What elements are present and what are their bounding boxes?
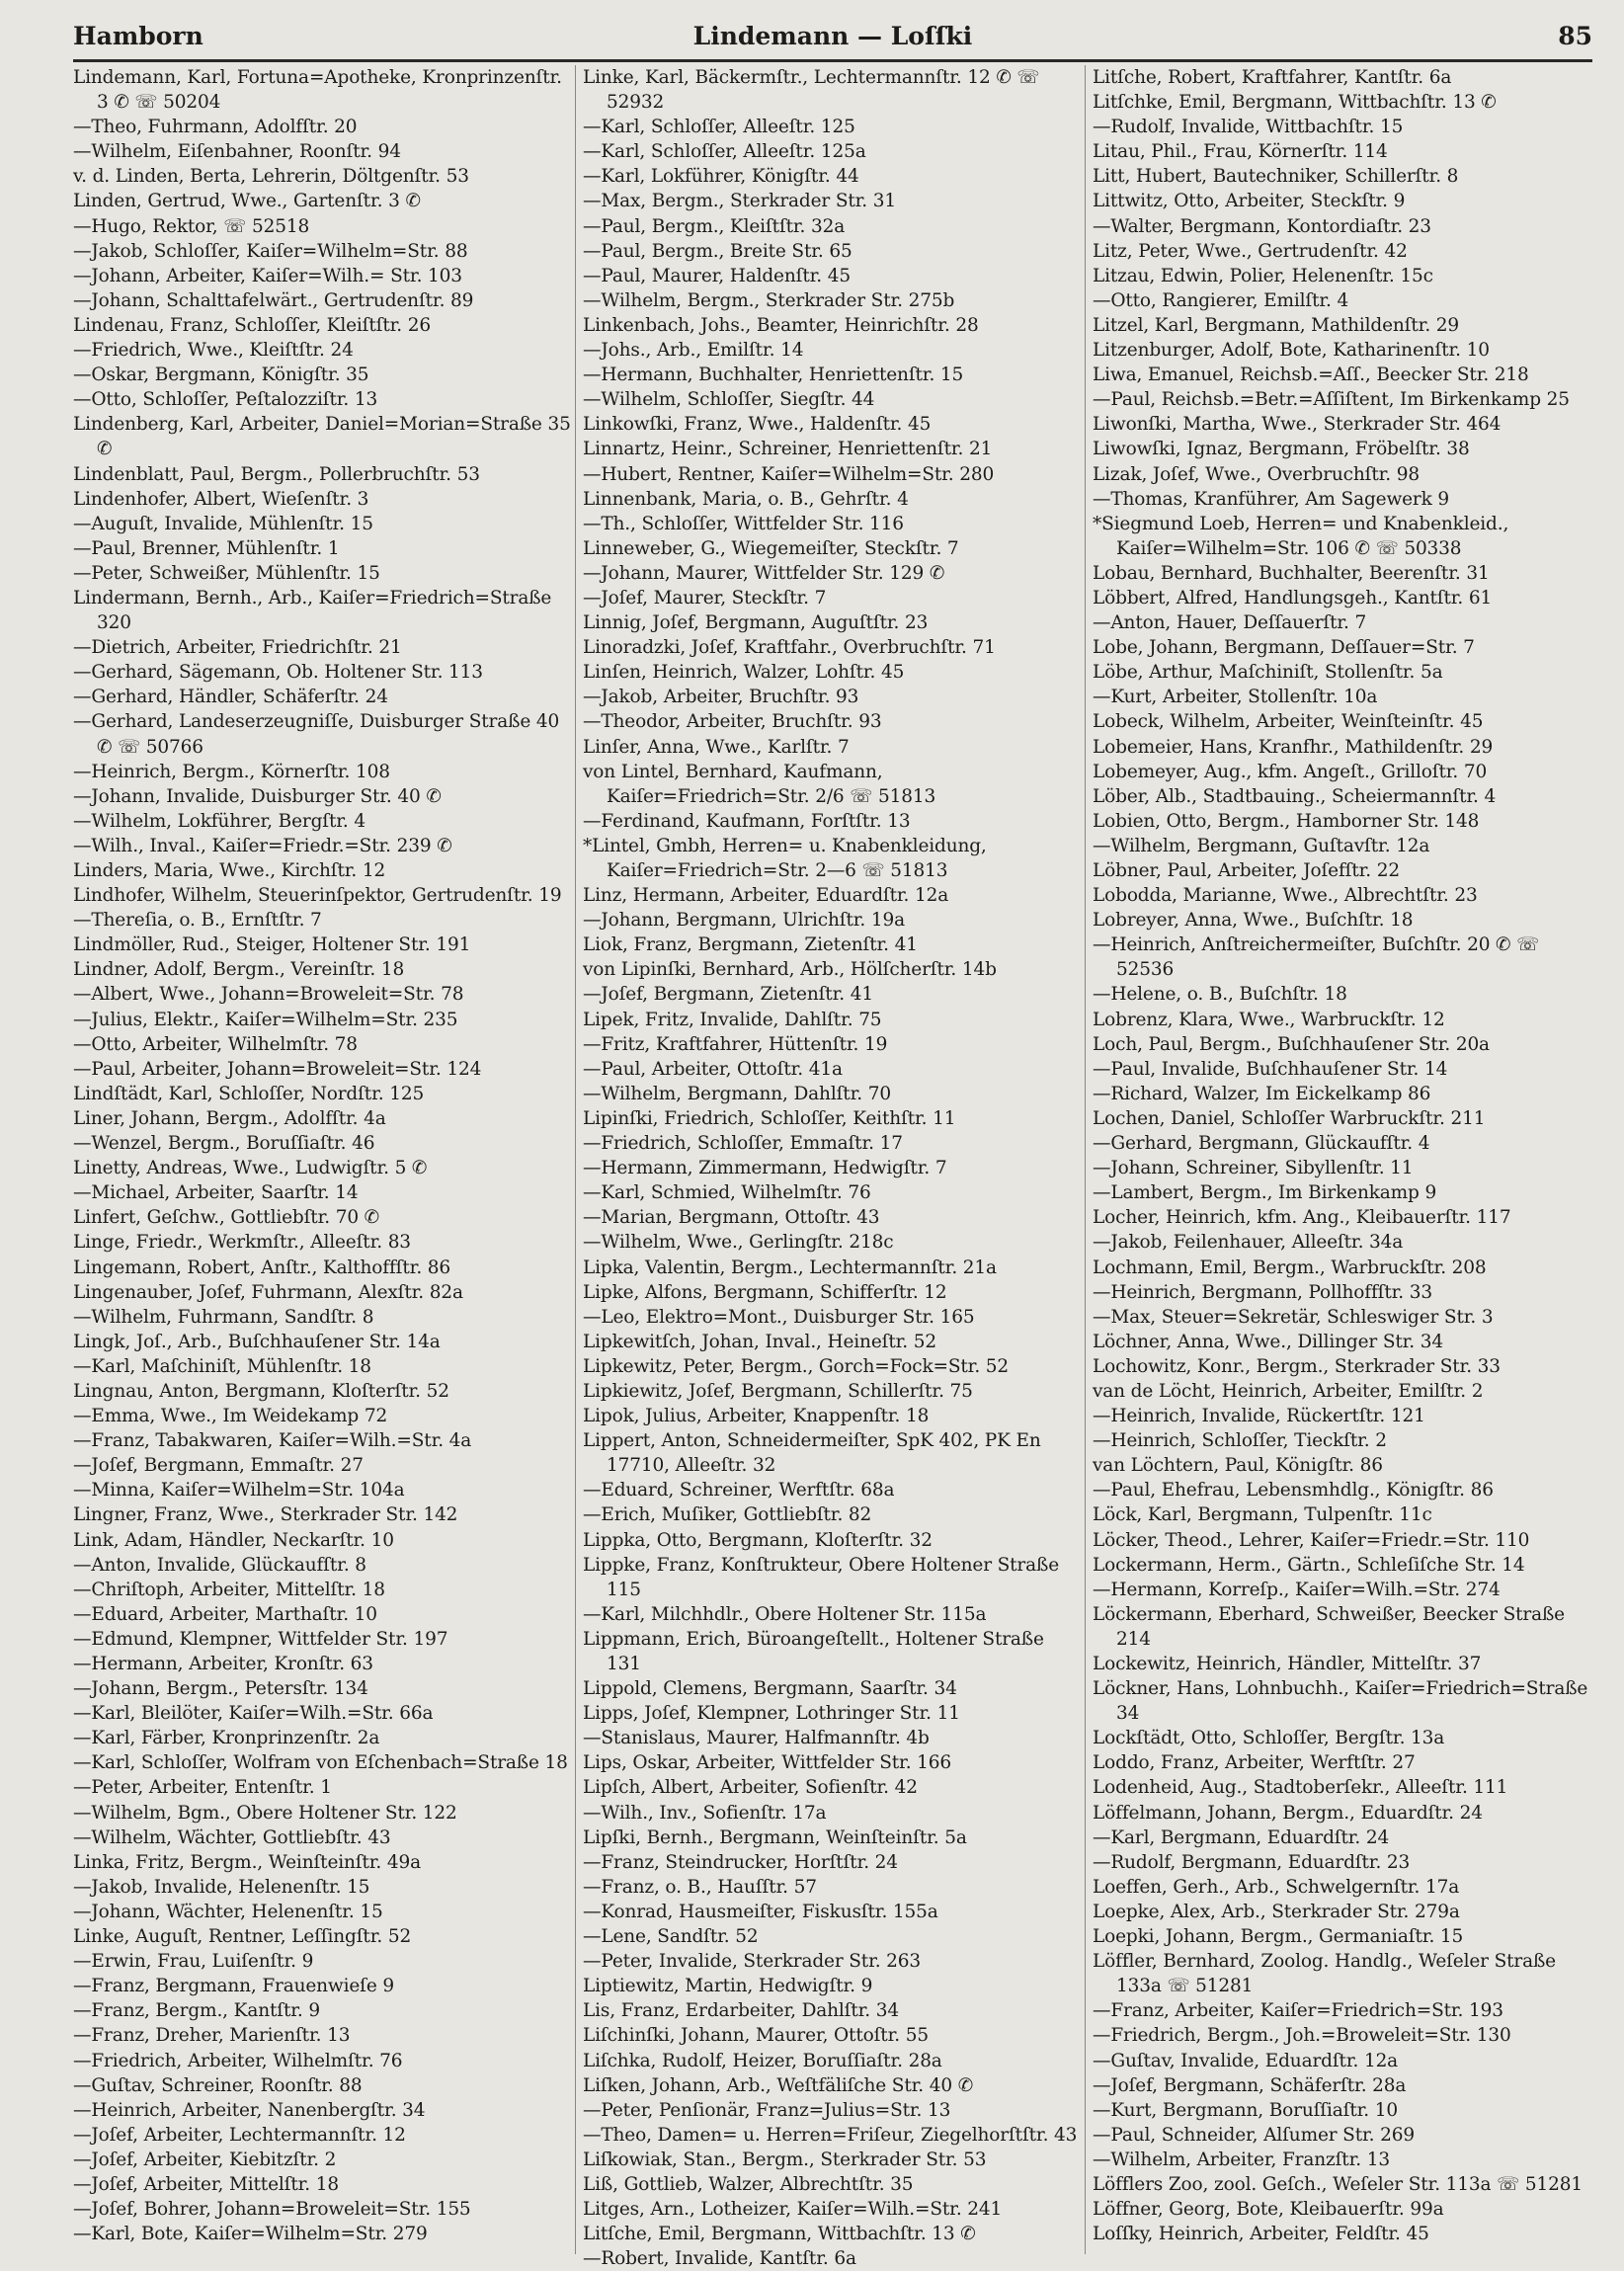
directory-entry: —Franz, o. B., Hauſſtr. 57 <box>583 1876 817 1898</box>
directory-entry: —Theo, Damen= u. Herren=Friſeur, Ziegelhorſtſtr. 43 <box>583 2124 1078 2146</box>
directory-entry: Linoradzki, Joſef, Kraftfahr., Overbruchſtr. 71 <box>583 637 996 659</box>
directory-entry: Litzau, Edwin, Polier, Helenenſtr. 15c <box>1093 265 1433 286</box>
directory-entry: Linke, Auguſt, Rentner, Leſſingſtr. 52 <box>73 1926 412 1948</box>
directory-entry: —Paul, Arbeiter, Johann=Broweleit=Str. 124 <box>73 1058 482 1080</box>
directory-entry: Lipkiewitz, Joſef, Bergmann, Schillerſtr. 75 <box>583 1380 973 1402</box>
directory-entry: —Albert, Wwe., Johann=Broweleit=Str. 78 <box>73 984 464 1006</box>
directory-entry: Lipkewitſch, Johan, Inval., Heineſtr. 52 <box>583 1331 936 1352</box>
directory-entry: —Peter, Arbeiter, Entenſtr. 1 <box>73 1777 332 1799</box>
directory-entry: Litzenburger, Adolf, Bote, Katharinenſtr. 10 <box>1093 340 1490 362</box>
directory-entry: Lochmann, Emil, Bergm., Warbruckſtr. 208 <box>1093 1257 1487 1278</box>
directory-entry: —Thereſia, o. B., Ernſtſtr. 7 <box>73 910 322 932</box>
directory-entry: —Wilhelm, Bergmann, Dahlſtr. 70 <box>583 1083 891 1104</box>
directory-entry: —Stanislaus, Maurer, Halfmannſtr. 4b <box>583 1728 930 1749</box>
directory-entry: —Hermann, Zimmermann, Hedwigſtr. 7 <box>583 1158 947 1179</box>
directory-entry: —Paul, Bergm., Breite Str. 65 <box>583 240 853 262</box>
directory-entry: —Franz, Bergm., Kantſtr. 9 <box>73 2000 320 2022</box>
directory-entry: Lipps, Joſef, Klempner, Lothringer Str. 11 <box>583 1703 960 1725</box>
directory-entry: Lizak, Joſef, Wwe., Overbruchſtr. 98 <box>1093 463 1420 485</box>
directory-entry: Loddo, Franz, Arbeiter, Werftſtr. 27 <box>1093 1752 1416 1774</box>
directory-entry: —Wilhelm, Schloſſer, Siegſtr. 44 <box>583 389 875 411</box>
directory-entry: —Franz, Steindrucker, Horſtſtr. 24 <box>583 1851 898 1873</box>
directory-entry: —Paul, Schneider, Alſumer Str. 269 <box>1093 2124 1415 2146</box>
directory-entry: Lipok, Julius, Arbeiter, Knappenſtr. 18 <box>583 1406 930 1427</box>
directory-entry: —Wilh., Inv., Sofienſtr. 17a <box>583 1802 827 1824</box>
directory-entry: —Emma, Wwe., Im Weidekamp 72 <box>73 1406 388 1427</box>
directory-entry: Lingk, Joſ., Arb., Buſchhauſener Str. 14a <box>73 1331 441 1352</box>
directory-entry: —Karl, Lokführer, Königſtr. 44 <box>583 166 859 188</box>
directory-entry: —Kurt, Bergmann, Boruſſiaſtr. 10 <box>1093 2099 1398 2121</box>
directory-entry: Löbner, Paul, Arbeiter, Joſefſtr. 22 <box>1093 860 1400 881</box>
directory-entry: —Johann, Schreiner, Sibyllenſtr. 11 <box>1093 1158 1414 1179</box>
directory-entry: —Wilhelm, Bergmann, Guſtavſtr. 12a <box>1093 835 1430 856</box>
directory-entry: —Johann, Maurer, Wittfelder Str. 129 ✆ <box>583 562 945 584</box>
directory-entry: Löck, Karl, Bergmann, Tulpenſtr. 11c <box>1093 1504 1432 1526</box>
directory-entry: —Joſef, Arbeiter, Mittelſtr. 18 <box>73 2173 340 2195</box>
directory-entry: —Lene, Sandſtr. 52 <box>583 1926 759 1948</box>
directory-entry: —Michael, Arbeiter, Saarſtr. 14 <box>73 1182 359 1204</box>
directory-entry: Lindenau, Franz, Schloſſer, Kleiſtſtr. 26 <box>73 314 432 336</box>
directory-entry: —Karl, Bergmann, Eduardſtr. 24 <box>1093 1826 1390 1848</box>
directory-entry: Lindenblatt, Paul, Bergm., Pollerbruchſtr. 53 <box>73 463 480 485</box>
directory-entry: —Johann, Arbeiter, Kaiſer=Wilh.= Str. 103 <box>73 265 462 286</box>
page-number: 85 <box>1558 22 1592 50</box>
directory-entry: —Guſtav, Invalide, Eduardſtr. 12a <box>1093 2050 1399 2071</box>
directory-entry: Lipſki, Bernh., Bergmann, Weinſteinſtr. 5a <box>583 1826 967 1848</box>
directory-entry: —Minna, Kaiſer=Wilhelm=Str. 104a <box>73 1480 405 1501</box>
directory-entry: Lingnau, Anton, Bergmann, Kloſterſtr. 52 <box>73 1380 449 1402</box>
directory-entry: —Joſef, Bergmann, Schäferſtr. 28a <box>1093 2074 1407 2096</box>
directory-entry: Lindenhofer, Albert, Wieſenſtr. 3 <box>73 488 369 510</box>
directory-entry: Littwitz, Otto, Arbeiter, Steckſtr. 9 <box>1093 191 1406 212</box>
directory-entry: —Johann, Invalide, Duisburger Str. 40 ✆ <box>73 785 442 807</box>
directory-entry: Linkenbach, Johs., Beamter, Heinrichſtr. 28 <box>583 314 979 336</box>
directory-entry: Loſſky, Heinrich, Arbeiter, Feldſtr. 45 <box>1093 2224 1429 2245</box>
directory-entry: Locher, Heinrich, kfm. Ang., Kleibauerſtr. 117 <box>1093 1207 1511 1229</box>
directory-entry: —Friedrich, Schloſſer, Emmaſtr. 17 <box>583 1133 903 1155</box>
directory-entry: Löber, Alb., Stadtbauing., Scheiermannſtr. 4 <box>1093 785 1497 807</box>
directory-entry: —Julius, Elektr., Kaiſer=Wilhelm=Str. 235 <box>73 1009 458 1030</box>
directory-entry: Loepki, Johann, Bergm., Germaniaſtr. 15 <box>1093 1926 1464 1948</box>
directory-entry: Lindſtädt, Karl, Schloſſer, Nordſtr. 125 <box>73 1083 425 1104</box>
directory-entry: —Wilhelm, Eiſenbahner, Roonſtr. 94 <box>73 141 401 163</box>
column-2 <box>583 65 1083 2271</box>
directory-entry: —Wilhelm, Fuhrmann, Sandſtr. 8 <box>73 1306 374 1328</box>
directory-entry: Linge, Friedr., Werkmſtr., Alleeſtr. 83 <box>73 1232 411 1254</box>
directory-entry: Lipek, Fritz, Invalide, Dahlſtr. 75 <box>583 1009 882 1030</box>
directory-entry: van de Löcht, Heinrich, Arbeiter, Emilſtr. 2 <box>1093 1380 1484 1402</box>
directory-entry: —Joſef, Maurer, Steckſtr. 7 <box>583 587 827 608</box>
directory-entry: —Karl, Maſchiniſt, Mühlenſtr. 18 <box>73 1355 371 1377</box>
directory-entry: —Wilhelm, Wwe., Gerlingſtr. 218c <box>583 1232 894 1254</box>
directory-entry: —Peter, Penſionär, Franz=Julius=Str. 13 <box>583 2099 951 2121</box>
directory-entry: —Leo, Elektro=Mont., Duisburger Str. 165 <box>583 1306 975 1328</box>
directory-entry: —Johann, Bergmann, Ulrichſtr. 19a <box>583 910 905 932</box>
directory-entry: Litau, Phil., Frau, Körnerſtr. 114 <box>1093 141 1388 163</box>
directory-entry: Litſche, Emil, Bergmann, Wittbachſtr. 13 ✆ <box>583 2224 976 2245</box>
directory-entry: Lindmöller, Rud., Steiger, Holtener Str. 191 <box>73 934 471 956</box>
directory-entry: —Wenzel, Bergm., Boruſſiaſtr. 46 <box>73 1133 375 1155</box>
directory-entry: Lindhofer, Wilhelm, Steuerinſpektor, Gertrudenſtr. 19 <box>73 885 562 907</box>
column-3 <box>1093 65 1592 2246</box>
directory-entry: Linka, Fritz, Bergm., Weinſteinſtr. 49a <box>73 1851 421 1873</box>
directory-entry: —Hermann, Buchhalter, Henriettenſtr. 15 <box>583 365 964 386</box>
directory-entry: —Friedrich, Bergm., Joh.=Broweleit=Str. 130 <box>1093 2025 1511 2047</box>
directory-entry: —Johann, Bergm., Petersſtr. 134 <box>73 1678 368 1700</box>
directory-entry: —Heinrich, Bergm., Körnerſtr. 108 <box>73 761 390 782</box>
directory-entry: —Paul, Brenner, Mühlenſtr. 1 <box>73 537 340 559</box>
directory-entry: Lochen, Daniel, Schloſſer Warbruckſtr. 211 <box>1093 1107 1486 1129</box>
directory-entry: Lobemeyer, Aug., kfm. Angeſt., Grilloſtr. 70 <box>1093 761 1488 782</box>
directory-entry: —Karl, Schmied, Wilhelmſtr. 76 <box>583 1182 871 1204</box>
directory-entry: —Franz, Dreher, Marienſtr. 13 <box>73 2025 351 2047</box>
directory-entry: —Paul, Invalide, Buſchhauſener Str. 14 <box>1093 1058 1448 1080</box>
directory-entry: Liſchka, Rudolf, Heizer, Boruſſiaſtr. 28a <box>583 2050 942 2071</box>
directory-entry: Linkowſki, Franz, Wwe., Haldenſtr. 45 <box>583 414 932 436</box>
directory-entry: —Otto, Arbeiter, Wilhelmſtr. 78 <box>73 1033 358 1055</box>
directory-entry: Lobemeier, Hans, Kranfhr., Mathildenſtr. 29 <box>1093 736 1494 758</box>
directory-entry: Lippke, Franz, Konſtrukteur, Obere Holtener Straße 115 <box>583 1554 1060 1600</box>
directory-entry: Linnenbank, Maria, o. B., Gehrſtr. 4 <box>583 488 909 510</box>
directory-entry: Lindenberg, Karl, Arbeiter, Daniel=Morian=Straße 35 ✆ <box>73 414 571 460</box>
directory-entry: Lips, Oskar, Arbeiter, Wittfelder Str. 166 <box>583 1752 952 1774</box>
directory-entry: Liptiewitz, Martin, Hedwigſtr. 9 <box>583 1976 873 1997</box>
directory-entry: —Erwin, Frau, Luiſenſtr. 9 <box>73 1951 314 1973</box>
directory-entry: —Paul, Maurer, Haldenſtr. 45 <box>583 265 851 286</box>
directory-entry: Link, Adam, Händler, Neckarſtr. 10 <box>73 1529 394 1551</box>
directory-entry: —Robert, Invalide, Kantſtr. 6a <box>583 2248 856 2270</box>
directory-entry: —Wilhelm, Bgm., Obere Holtener Str. 122 <box>73 1802 457 1824</box>
directory-entry: —Gerhard, Bergmann, Glückaufſtr. 4 <box>1093 1133 1430 1155</box>
directory-entry: —Peter, Schweißer, Mühlenſtr. 15 <box>73 562 380 584</box>
directory-entry: Lobeck, Wilhelm, Arbeiter, Weinſteinſtr. 45 <box>1093 711 1484 733</box>
directory-entry: —Ferdinand, Kaufmann, Forſtſtr. 13 <box>583 810 911 832</box>
directory-entry: Linders, Maria, Wwe., Kirchſtr. 12 <box>73 860 386 881</box>
directory-entry: —Karl, Bote, Kaiſer=Wilhelm=Str. 279 <box>73 2224 428 2245</box>
directory-entry: —Rudolf, Bergmann, Eduardſtr. 23 <box>1093 1851 1411 1873</box>
directory-entry: Lockewitz, Heinrich, Händler, Mittelſtr. 37 <box>1093 1654 1482 1674</box>
directory-entry: —Wilhelm, Wächter, Gottliebſtr. 43 <box>73 1826 391 1848</box>
directory-entry: —Jakob, Arbeiter, Bruchſtr. 93 <box>583 687 859 708</box>
directory-entry: Litz, Peter, Wwe., Gertrudenſtr. 42 <box>1093 240 1408 262</box>
directory-entry: Lipka, Valentin, Bergm., Lechtermannſtr. 21a <box>583 1257 997 1278</box>
directory-entry: —Peter, Invalide, Sterkrader Str. 263 <box>583 1951 922 1973</box>
directory-entry: —Konrad, Hausmeiſter, Fiskusſtr. 155a <box>583 1901 938 1922</box>
directory-entry: Lobreyer, Anna, Wwe., Buſchſtr. 18 <box>1093 910 1414 932</box>
directory-entry: —Karl, Schloſſer, Alleeſtr. 125a <box>583 141 866 163</box>
directory-entry: —Paul, Bergm., Kleiſtſtr. 32a <box>583 215 846 237</box>
directory-entry: —Wilhelm, Arbeiter, Franzſtr. 13 <box>1093 2149 1390 2170</box>
directory-entry: *Siegmund Loeb, Herren= und Knabenkleid., Kaiſer=Wilhelm=Str. 106 ✆ ☏ 50338 <box>1093 513 1509 559</box>
directory-entry: —Friedrich, Wwe., Kleiſtſtr. 24 <box>73 340 354 362</box>
directory-entry: —Paul, Reichsb.=Betr.=Aſſiſtent, Im Birkenkamp 25 <box>1093 389 1570 411</box>
directory-entry: —Otto, Schloſſer, Peſtalozziſtr. 13 <box>73 389 378 411</box>
directory-entry: —Richard, Walzer, Im Eickelkamp 86 <box>1093 1083 1431 1104</box>
directory-entry: Lobau, Bernhard, Buchhalter, Beerenſtr. 31 <box>1093 562 1490 584</box>
directory-entry: Lipſch, Albert, Arbeiter, Sofienſtr. 42 <box>583 1777 918 1799</box>
directory-entry: Lingenauber, Joſef, Fuhrmann, Alexſtr. 82a <box>73 1281 463 1303</box>
directory-entry: —Fritz, Kraftfahrer, Hüttenſtr. 19 <box>583 1033 888 1055</box>
directory-entry: —Eduard, Schreiner, Werftſtr. 68a <box>583 1480 895 1501</box>
directory-entry: Löcker, Theod., Lehrer, Kaiſer=Friedr.=Str. 110 <box>1093 1529 1530 1551</box>
directory-entry: Lochowitz, Konr., Bergm., Sterkrader Str. 33 <box>1093 1355 1501 1377</box>
directory-entry: Liſken, Johann, Arb., Weſtfäliſche Str. 40 ✆ <box>583 2074 974 2096</box>
directory-entry: Löchner, Anna, Wwe., Dillinger Str. 34 <box>1093 1331 1444 1352</box>
directory-entry: —Heinrich, Invalide, Rückertſtr. 121 <box>1093 1406 1425 1427</box>
directory-entry: —Thomas, Kranführer, Am Sagewerk 9 <box>1093 488 1450 510</box>
directory-entry: —Jakob, Invalide, Helenenſtr. 15 <box>73 1876 370 1898</box>
page-header <box>73 20 1592 62</box>
header-range: Lindemann — Loſſki <box>692 22 973 50</box>
directory-entry: —Joſef, Bergmann, Emmaſtr. 27 <box>73 1455 364 1477</box>
directory-entry: —Wilhelm, Lokführer, Bergſtr. 4 <box>73 810 365 832</box>
directory-entry: Lis, Franz, Erdarbeiter, Dahlſtr. 34 <box>583 2000 900 2022</box>
directory-entry: —Otto, Rangierer, Emilſtr. 4 <box>1093 289 1349 311</box>
directory-entry: v. d. Linden, Berta, Lehrerin, Döltgenſtr. 53 <box>73 166 469 188</box>
directory-entry: Linetty, Andreas, Wwe., Ludwigſtr. 5 ✆ <box>73 1158 428 1179</box>
directory-entry: —Karl, Schloſſer, Wolfram von Eſchenbach=Straße 18 <box>73 1752 568 1774</box>
directory-entry: Loch, Paul, Bergm., Buſchhauſener Str. 20a <box>1093 1033 1490 1055</box>
directory-entry: Lobien, Otto, Bergm., Hamborner Str. 148 <box>1093 810 1480 832</box>
directory-entry: —Oskar, Bergmann, Königſtr. 35 <box>73 365 369 386</box>
directory-entry: Liß, Gottlieb, Walzer, Albrechtſtr. 35 <box>583 2173 914 2195</box>
directory-entry: —Hermann, Korreſp., Kaiſer=Wilh.=Str. 274 <box>1093 1579 1501 1600</box>
directory-entry: Linden, Gertrud, Wwe., Gartenſtr. 3 ✆ <box>73 191 421 212</box>
directory-entry: Löbbert, Alfred, Handlungsgeh., Kantſtr. 61 <box>1093 587 1493 608</box>
directory-entry: Lingemann, Robert, Anſtr., Kalthoffſtr. 86 <box>73 1257 451 1278</box>
directory-entry: —Eduard, Arbeiter, Marthaſtr. 10 <box>73 1603 377 1625</box>
directory-entry: —Karl, Färber, Kronprinzenſtr. 2a <box>73 1728 380 1749</box>
directory-entry: Loepke, Alex, Arb., Sterkrader Str. 279a <box>1093 1901 1460 1922</box>
directory-entry: Lobrenz, Klara, Wwe., Warbruckſtr. 12 <box>1093 1009 1445 1030</box>
directory-entry: —Wilhelm, Bergm., Sterkrader Str. 275b <box>583 289 955 311</box>
directory-entry: Lobe, Johann, Bergmann, Deſſauer=Str. 7 <box>1093 637 1475 659</box>
directory-entry: Loeffen, Gerh., Arb., Schwelgernſtr. 17a <box>1093 1876 1460 1898</box>
directory-entry: —Karl, Milchhdlr., Obere Holtener Str. 115a <box>583 1603 987 1625</box>
directory-entry: —Heinrich, Schloſſer, Tieckſtr. 2 <box>1093 1430 1387 1452</box>
directory-entry: Lippka, Otto, Bergmann, Kloſterſtr. 32 <box>583 1529 933 1551</box>
directory-entry: von Lipinſki, Bernhard, Arb., Hölſcherſtr. 14b <box>583 959 997 981</box>
directory-entry: —Joſef, Bergmann, Zietenſtr. 41 <box>583 984 873 1006</box>
directory-entry: Lodenheid, Aug., Stadtoberſekr., Alleeſtr. 111 <box>1093 1777 1508 1799</box>
directory-entry: Litt, Hubert, Bautechniker, Schillerſtr. 8 <box>1093 166 1459 188</box>
directory-entry: —Chriſtoph, Arbeiter, Mittelſtr. 18 <box>73 1579 385 1600</box>
directory-entry: Lippold, Clemens, Bergmann, Saarſtr. 34 <box>583 1678 957 1700</box>
directory-entry: —Hugo, Rektor, ☏ 52518 <box>73 215 310 237</box>
directory-entry: —Franz, Arbeiter, Kaiſer=Friedrich=Str. 193 <box>1093 2000 1503 2022</box>
directory-entry: —Helene, o. B., Buſchſtr. 18 <box>1093 984 1347 1006</box>
directory-entry: —Walter, Bergmann, Kontordiaſtr. 23 <box>1093 215 1431 237</box>
directory-entry: Linſer, Anna, Wwe., Karlſtr. 7 <box>583 736 850 758</box>
directory-entry: —Th., Schloſſer, Wittfelder Str. 116 <box>583 513 904 534</box>
directory-entry: —Johann, Wächter, Helenenſtr. 15 <box>73 1901 383 1922</box>
directory-entry: Lindermann, Bernh., Arb., Kaiſer=Friedrich=Straße 320 <box>73 587 552 634</box>
directory-entry: —Rudolf, Invalide, Wittbachſtr. 15 <box>1093 117 1404 138</box>
directory-entry: Liwowſki, Ignaz, Bergmann, Fröbelſtr. 38 <box>1093 439 1470 460</box>
directory-entry: Linſen, Heinrich, Walzer, Lohſtr. 45 <box>583 662 905 684</box>
column-1 <box>73 65 573 2246</box>
directory-entry: —Max, Steuer=Sekretär, Schleswiger Str. 3 <box>1093 1306 1494 1328</box>
directory-entry: —Gerhard, Landeserzeugniſſe, Duisburger Straße 40 ✆ ☏ 50766 <box>73 711 560 758</box>
directory-entry: —Paul, Arbeiter, Ottoſtr. 41a <box>583 1058 843 1080</box>
directory-entry: —Friedrich, Arbeiter, Wilhelmſtr. 76 <box>73 2050 403 2071</box>
directory-entry: Lobodda, Marianne, Wwe., Albrechtſtr. 23 <box>1093 885 1478 907</box>
directory-entry: Linz, Hermann, Arbeiter, Eduardſtr. 12a <box>583 885 949 907</box>
directory-entry: Linneweber, G., Wiegemeiſter, Steckſtr. 7 <box>583 537 959 559</box>
directory-entry: —Franz, Bergmann, Frauenwieſe 9 <box>73 1976 395 1997</box>
directory-entry: Liwonſki, Martha, Wwe., Sterkrader Str. 464 <box>1093 414 1502 436</box>
directory-entry: —Lambert, Bergm., Im Birkenkamp 9 <box>1093 1182 1437 1204</box>
directory-entry: —Karl, Bleilöter, Kaiſer=Wilh.=Str. 66a <box>73 1703 434 1725</box>
directory-entry: Lockermann, Herm., Gärtn., Schleſiſche Str. 14 <box>1093 1554 1525 1576</box>
directory-entry: Linnartz, Heinr., Schreiner, Henriettenſtr. 21 <box>583 439 993 460</box>
column-divider <box>1085 65 1086 2254</box>
directory-entry: Löffner, Georg, Bote, Kleibauerſtr. 99a <box>1093 2199 1444 2221</box>
directory-entry: —Gerhard, Sägemann, Ob. Holtener Str. 113 <box>73 662 483 684</box>
directory-entry: Lockſtädt, Otto, Schloſſer, Bergſtr. 13a <box>1093 1728 1445 1749</box>
directory-entry: Liſkowiak, Stan., Bergm., Sterkrader Str. 53 <box>583 2149 987 2170</box>
directory-entry: —Joſef, Arbeiter, Lechtermannſtr. 12 <box>73 2124 406 2146</box>
directory-entry: Liok, Franz, Bergmann, Zietenſtr. 41 <box>583 934 918 956</box>
directory-entry: Liſchinſki, Johann, Maurer, Ottoſtr. 55 <box>583 2025 929 2047</box>
directory-entry: *Lintel, Gmbh, Herren= u. Knabenkleidung, Kaiſer=Friedrich=Str. 2—6 ☏ 51813 <box>583 835 987 881</box>
directory-entry: van Löchtern, Paul, Königſtr. 86 <box>1093 1455 1383 1477</box>
directory-entry: Linnig, Joſef, Bergmann, Auguſtſtr. 23 <box>583 612 929 634</box>
directory-entry: Lipinſki, Friedrich, Schloſſer, Keithſtr. 11 <box>583 1107 956 1129</box>
directory-entry: —Paul, Ehefrau, Lebensmhdlg., Königſtr. 86 <box>1093 1480 1494 1501</box>
directory-entry: —Guſtav, Schreiner, Roonſtr. 88 <box>73 2074 363 2096</box>
directory-entry: —Edmund, Klempner, Wittfelder Str. 197 <box>73 1628 448 1650</box>
directory-entry: —Jakob, Schloſſer, Kaiſer=Wilhelm=Str. 88 <box>73 240 468 262</box>
directory-entry: Liner, Johann, Bergm., Adolfſtr. 4a <box>73 1107 386 1129</box>
directory-entry: —Joſef, Arbeiter, Kiebitzſtr. 2 <box>73 2149 337 2170</box>
directory-entry: Litges, Arn., Lotheizer, Kaiſer=Wilh.=Str. 241 <box>583 2199 1003 2221</box>
directory-entry: Lindemann, Karl, Fortuna=Apotheke, Kronprinzenſtr. 3 ✆ ☏ 50204 <box>73 67 562 114</box>
directory-entry: —Johann, Schalttafelwärt., Gertrudenſtr. 89 <box>73 289 474 311</box>
directory-entry: Linke, Karl, Bäckermſtr., Lechtermannſtr. 12 ✆ ☏ 52932 <box>583 67 1040 114</box>
directory-entry: Löckermann, Eberhard, Schweißer, Beecker Straße 214 <box>1093 1603 1565 1650</box>
directory-entry: Löbe, Arthur, Maſchiniſt, Stollenſtr. 5a <box>1093 662 1443 684</box>
directory-entry: Löffler, Bernhard, Zoolog. Handlg., Weſeler Straße 133a ☏ 51281 <box>1093 1951 1556 1997</box>
column-divider <box>575 65 576 2254</box>
directory-entry: Linfert, Geſchw., Gottliebſtr. 70 ✆ <box>73 1207 380 1229</box>
directory-entry: —Anton, Hauer, Deſſauerſtr. 7 <box>1093 612 1367 634</box>
directory-entry: Litſchke, Emil, Bergmann, Wittbachſtr. 13 ✆ <box>1093 92 1497 114</box>
directory-entry: —Theo, Fuhrmann, Adolfſtr. 20 <box>73 117 358 138</box>
directory-entry: —Wilh., Inval., Kaiſer=Friedr.=Str. 239 ✆ <box>73 835 452 856</box>
directory-entry: —Joſef, Bohrer, Johann=Broweleit=Str. 155 <box>73 2199 471 2221</box>
directory-entry: —Marian, Bergmann, Ottoſtr. 43 <box>583 1207 880 1229</box>
directory-entry: —Dietrich, Arbeiter, Friedrichſtr. 21 <box>73 637 402 659</box>
directory-entry: —Theodor, Arbeiter, Bruchſtr. 93 <box>583 711 882 733</box>
directory-entry: —Erich, Muſiker, Gottliebſtr. 82 <box>583 1504 872 1526</box>
directory-entry: Litſche, Robert, Kraftfahrer, Kantſtr. 6a <box>1093 67 1452 88</box>
directory-entry: —Heinrich, Bergmann, Pollhoffſtr. 33 <box>1093 1281 1433 1303</box>
directory-entry: Lippmann, Erich, Büroangeſtellt., Holtener Straße 131 <box>583 1628 1044 1674</box>
directory-entry: —Hubert, Rentner, Kaiſer=Wilhelm=Str. 280 <box>583 463 995 485</box>
directory-entry: Liwa, Emanuel, Reichsb.=Aſſ., Beecker Str. 218 <box>1093 365 1529 386</box>
directory-entry: —Gerhard, Händler, Schäferſtr. 24 <box>73 687 388 708</box>
directory-entry: Löfflers Zoo, zool. Geſch., Weſeler Str. 113a ☏ 51281 <box>1093 2173 1583 2195</box>
directory-entry: —Karl, Schloſſer, Alleeſtr. 125 <box>583 117 855 138</box>
directory-entry: —Auguſt, Invalide, Mühlenſtr. 15 <box>73 513 373 534</box>
directory-entry: Lippert, Anton, Schneidermeiſter, SpK 402, PK En 17710, Alleeſtr. 32 <box>583 1430 1041 1477</box>
directory-entry: Lipke, Alfons, Bergmann, Schifferſtr. 12 <box>583 1281 947 1303</box>
directory-entry: Löffelmann, Johann, Bergm., Eduardſtr. 24 <box>1093 1802 1483 1824</box>
directory-entry: —Hermann, Arbeiter, Kronſtr. 63 <box>73 1654 373 1674</box>
header-town: Hamborn <box>73 22 203 50</box>
directory-entry: —Franz, Tabakwaren, Kaiſer=Wilh.=Str. 4a <box>73 1430 472 1452</box>
directory-entry: von Lintel, Bernhard, Kaufmann, Kaiſer=Friedrich=Str. 2/6 ☏ 51813 <box>583 761 936 807</box>
directory-entry: Litzel, Karl, Bergmann, Mathildenſtr. 29 <box>1093 314 1460 336</box>
directory-entry: Lindner, Adolf, Bergm., Vereinſtr. 18 <box>73 959 405 981</box>
directory-entry: —Heinrich, Arbeiter, Nanenbergſtr. 34 <box>73 2099 426 2121</box>
directory-entry: Lingner, Franz, Wwe., Sterkrader Str. 142 <box>73 1504 458 1526</box>
directory-entry: —Anton, Invalide, Glückaufſtr. 8 <box>73 1554 366 1576</box>
directory-entry: Löckner, Hans, Lohnbuchh., Kaiſer=Friedrich=Straße 34 <box>1093 1678 1588 1725</box>
directory-entry: Lipkewitz, Peter, Bergm., Gorch=Fock=Str. 52 <box>583 1355 1010 1377</box>
directory-entry: —Kurt, Arbeiter, Stollenſtr. 10a <box>1093 687 1378 708</box>
directory-entry: —Heinrich, Anſtreichermeiſter, Buſchſtr. 20 ✆ ☏ 52536 <box>1093 934 1540 981</box>
directory-entry: —Max, Bergm., Sterkrader Str. 31 <box>583 191 896 212</box>
directory-entry: —Jakob, Feilenhauer, Alleeſtr. 34a <box>1093 1232 1404 1254</box>
directory-entry: —Johs., Arb., Emilſtr. 14 <box>583 340 804 362</box>
